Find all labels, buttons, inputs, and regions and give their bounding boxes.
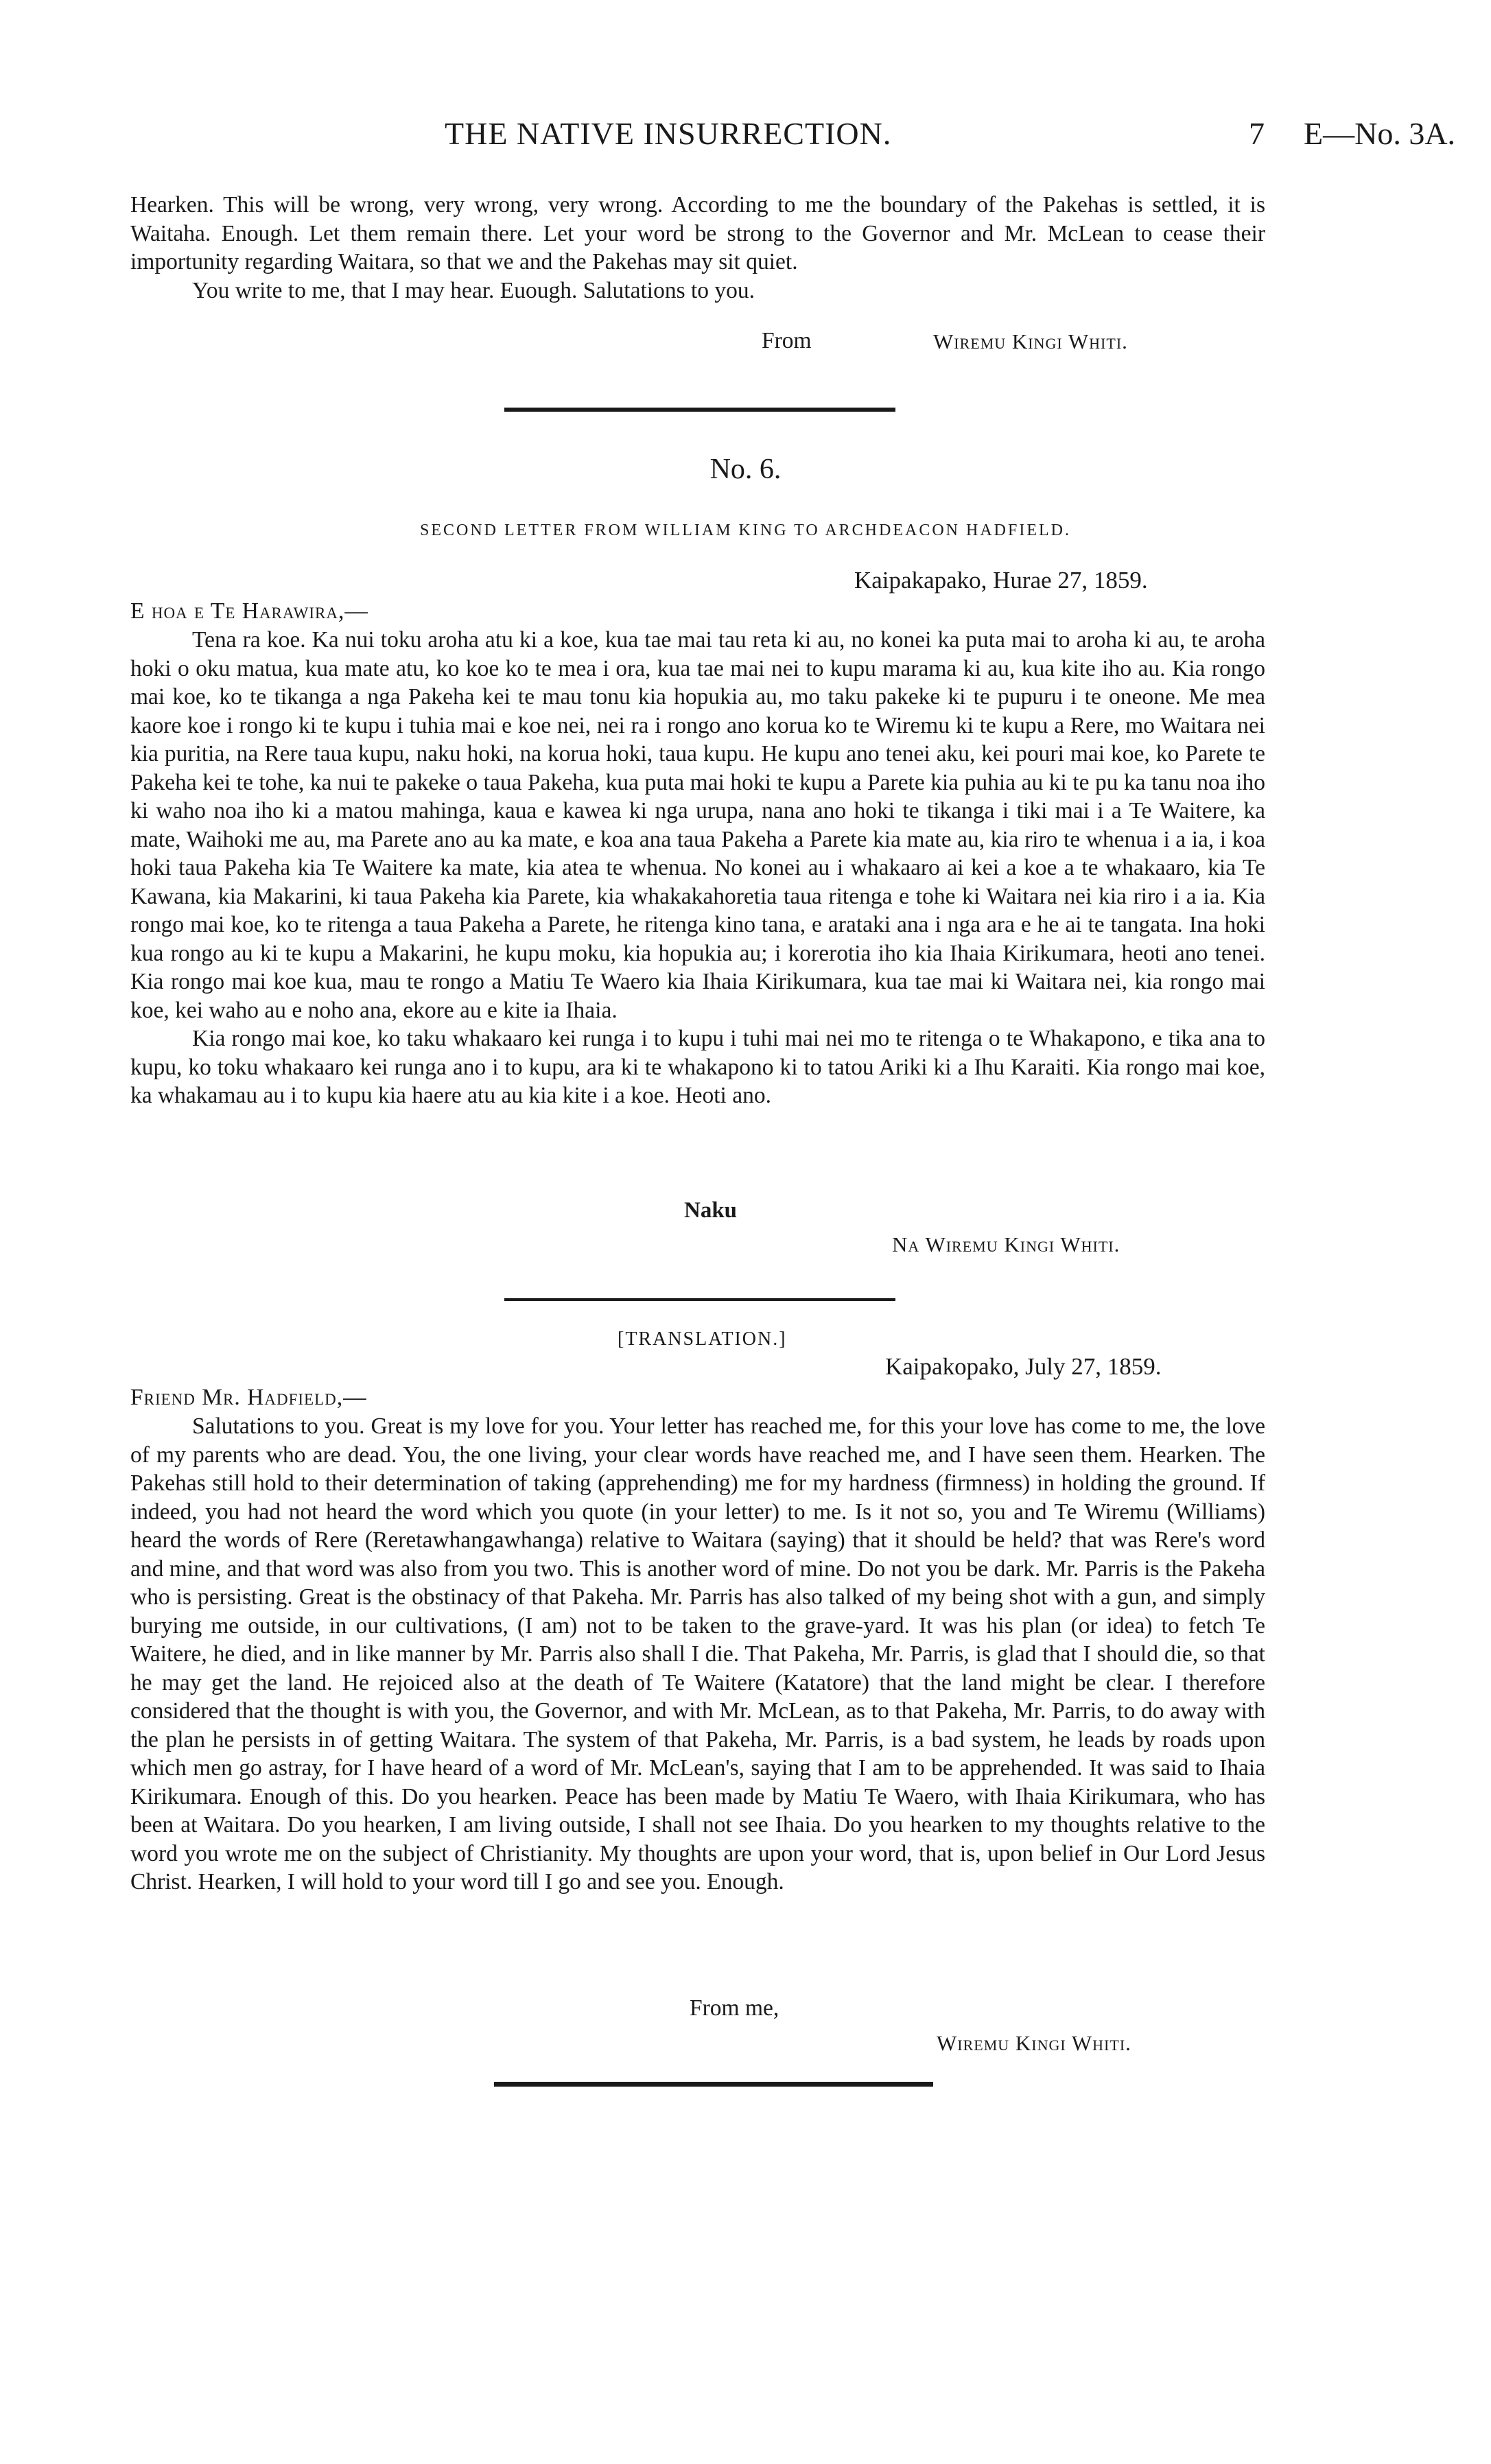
letter-salutation: E hoa e Te Harawira,— (130, 598, 368, 624)
translation-label: [TRANSLATION.] (618, 1328, 787, 1350)
intro-signature: Wiremu Kingi Whiti. (933, 329, 1128, 353)
intro-closing: You write to me, that I may hear. Euough. Salutations to you. (192, 277, 755, 303)
letter-paragraph-2: Kia rongo mai koe, ko taku whakaaro kei runga i to kupu i tuhi mai nei mo te ritenga o te Whakapono, e tika ana to kupu, ko toku whakaaro kei runga ano i to kupu, ara ki te whakapono ki to tatou Ariki ki a Ihu Karaiti. Kia rongo mai koe, ka whakamau au i to kupu kia haere atu au kia kite i a koe. Heoti ano. (130, 1026, 1265, 1108)
letter-number: No. 6. (709, 454, 782, 485)
page-number: 7 (1249, 116, 1265, 151)
running-title: THE NATIVE INSURRECTION. (445, 116, 892, 151)
translation-place-date: Kaipakopako, July 27, 1859. (885, 1353, 1162, 1380)
translation-signature: Wiremu Kingi Whiti. (937, 2031, 1131, 2055)
translation-salutation: Friend Mr. Hadfield,— (130, 1385, 367, 1410)
translation-divider (504, 1298, 895, 1301)
letter-place-date: Kaipakapako, Hurae 27, 1859. (854, 567, 1148, 594)
end-rule (494, 2082, 933, 2087)
intro-section (130, 191, 1265, 305)
translation-body (130, 1412, 1265, 1897)
intro-from: From (762, 328, 812, 353)
letter-paragraph-1: Tena ra koe. Ka nui toku aroha atu ki a koe, kua tae mai tau reta ki au, no konei ka puta mai to aroha ki au, te aroha hoki o oku matua, kua mate atu, ko koe ko te mea i ora, kua tae mai nei to kupu marama ki au, kua kite iho au. Kia rongo mai koe, ko te tikanga a nga Pakeha kei te mau tonu kia hopukia au, mo taku pakeke ki te pupuru i te oneone. Me mea kaore koe i rongo ki te kupu i tuhia mai e koe nei, nei ra i rongo ano korua ko te Wiremu ki te kupu a Rere, mo Waitara nei kia puritia, na Rere taua kupu, naku hoki, na korua hoki, taua kupu. He kupu ano tenei aku, kei pouri mai koe, ko Parete te Pakeha kei te tohe, ka nui te pakeke o taua Pakeha, kua puta mai hoki te kupu a Parete kia puhia au ki te pu ka tanu noa iho ki waho noa iho ki a matou mahinga, kaua e kawea ki nga urupa, nana ano hoki te tikanga i tiki mai i a Te Waitere, ka mate, Waihoki me au, ma Parete ano au ka mate, e koa ana taua Pakeha a Parete kia mate au, kia riro te whenua i a ia, i koa hoki taua Pakeha kia Te Waitere ka mate, kia atea te whenua. No konei au i whakaaro ai kei a koe a te whakaaro, kia Te Kawana, kia Makarini, ki taua Pakeha kia Parete, kia whakakahoretia taua ritenga e tohe ki Waitara nei kia riro i a ia. Kia rongo mai koe, ko te ritenga a taua Pakeha a Parete, he ritenga kino tana, e arataki ana i nga ara e he ai te tangata. Ina hoki kua rongo au ki te kupu a Makarini, he kupu moku, kia hopukia au; i korerotia iho kia Ihaia Kirikumara, heoti ano tenei. Kia rongo mai koe kua, mau te rongo a Matiu Te Waero kia Ihaia Kirikumara, kua tae mai ki Waitara nei, kia rongo mai koe, kei waho au e noho ana, ekore au e kite ia Ihaia. (130, 627, 1265, 1023)
document-reference: E—No. 3A. (1304, 116, 1456, 151)
letter-signature: Na Wiremu Kingi Whiti. (892, 1232, 1120, 1256)
translation-from: From me, (690, 1995, 779, 2021)
translation-paragraph: Salutations to you. Great is my love for you. Your letter has reached me, for this your love has come to me, the love of my parents who are dead. You, the one living, your clear words have reached me, and I have seen them. Hearken. The Pakehas still hold to their determination of taking (apprehending) me for my hardness (firmness) in holding the ground. If indeed, you had not heard the word which you quote (in your letter) to me. Is it not so, you and Te Wiremu (Williams) heard the words of Rere (Reretawhangawhanga) relative to Waitara (saying) that it should be held? that was Rere's word and mine, and that word was also from you two. This is another word of mine. Do not you be dark. Mr. Parris is the Pakeha who is persisting. Great is the obstinacy of that Pakeha. Mr. Parris has also talked of my being shot with a gun, and simply burying me outside, in our cultivations, (I am) not to be taken to the grave-yard. It was his plan (or idea) to fetch Te Waitere, he died, and in like manner by Mr. Parris also shall I die. That Pakeha, Mr. Parris, is glad that I should die, so that he may get the land. He rejoiced also at the death of Te Waitere (Katatore) that the land might be clear. I therefore considered that the thought is with you, the Governor, and with Mr. McLean, as to that Pakeha, Mr. Parris, to do away with the plan he persists in of getting Waitara. The system of that Pakeha, Mr. Parris, is a bad system, he leads by roads upon which men go astray, for I have heard of a word of Mr. McLean's, saying that I am to be apprehended. It was said to Ihaia Kirikumara. Enough of this. Do you hearken. Peace has been made by Matiu Te Waero, with Ihaia Kirikumara, who has been at Waitara. Do you hearken, I am living outside, I shall not see Ihaia. Do you hearken to my thoughts relative to the word you wrote me on the subject of Christianity. My thoughts are upon your word, that is, upon belief in Our Lord Jesus Christ. Hearken, I will hold to your word till I go and see you. Enough. (130, 1413, 1265, 1894)
letter-subtitle: SECOND LETTER FROM WILLIAM KING TO ARCHDEACON HADFIELD. (420, 521, 1071, 539)
intro-paragraph: Hearken. This will be wrong, very wrong, very wrong. According to me the boundary of the Pakehas is settled, it is Waitaha. Enough. Let them remain there. Let your word be strong to the Governor and Mr. McLean to cease their importunity regarding Waitara, so that we and the Pakehas may sit quiet. (130, 192, 1265, 274)
section-divider (504, 408, 895, 412)
letter-body (130, 626, 1265, 1110)
letter-naku: Naku (684, 1198, 738, 1223)
